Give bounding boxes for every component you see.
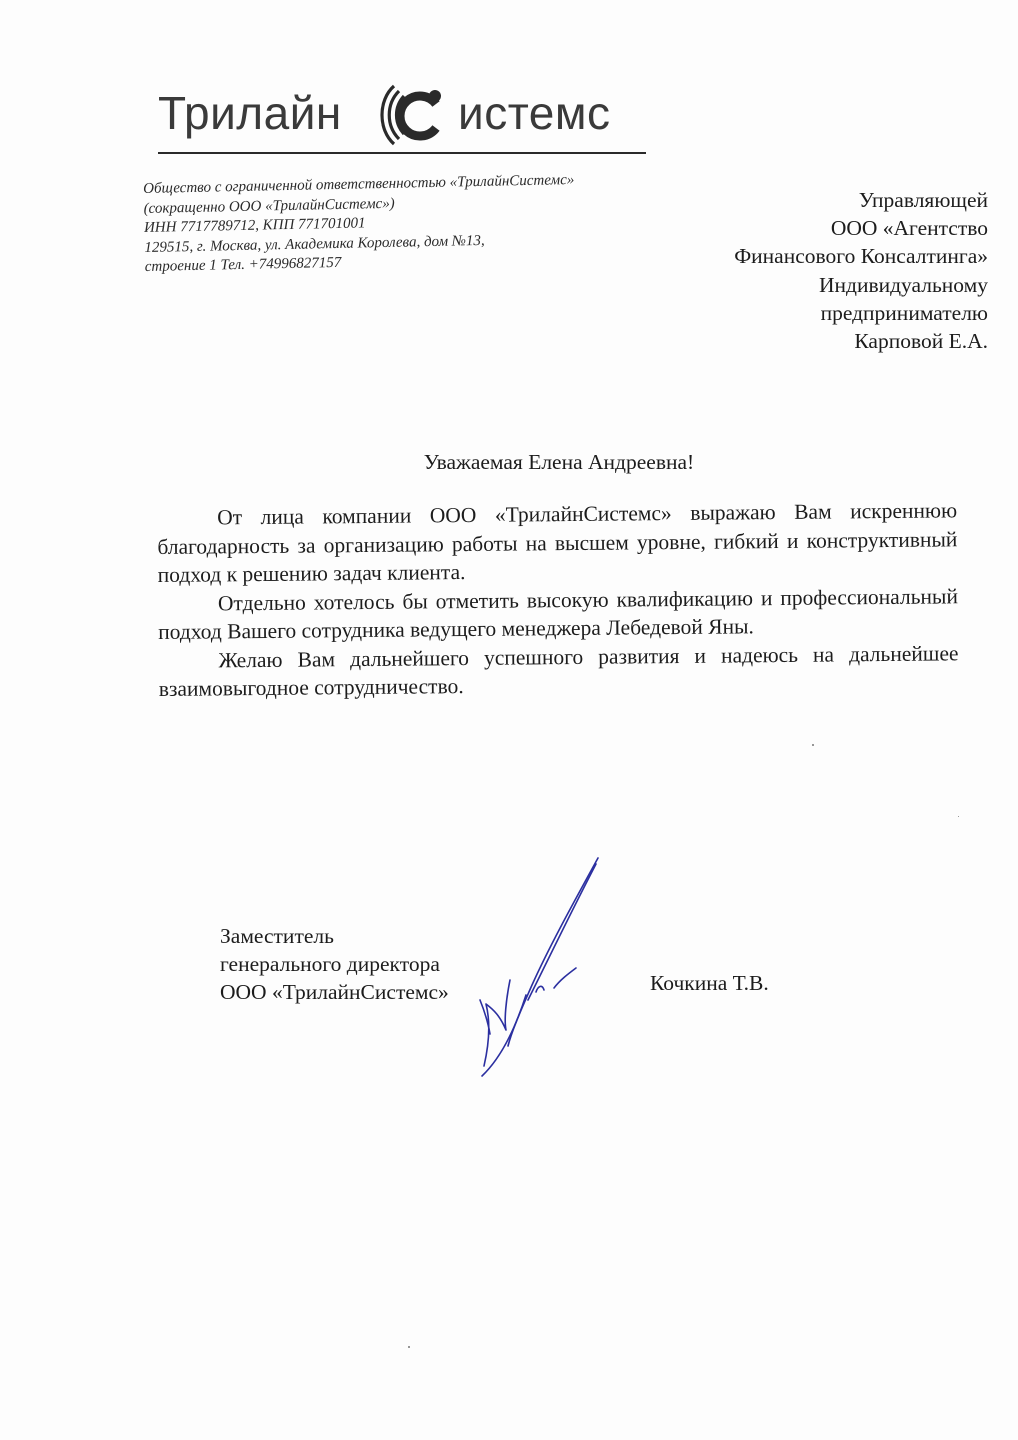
signatory-title-line: Заместитель — [220, 924, 334, 948]
company-info-line: 129515, г. Москва, ул. Академика Королева, дом №13, — [144, 232, 485, 256]
addressee-line: ООО «Агентство — [830, 216, 988, 241]
addressee-line: Финансового Консалтинга» — [734, 244, 988, 269]
signatory-title — [220, 922, 449, 1006]
addressee-line: Карповой Е.А. — [854, 329, 988, 354]
signatory-title-line: генерального директора — [220, 952, 440, 976]
greeting: Уважаемая Елена Андреевна! — [423, 450, 695, 474]
handwritten-signature — [470, 850, 610, 1080]
addressee-block — [734, 186, 988, 355]
scan-speck — [408, 1346, 410, 1348]
signatory-title-line: ООО «ТрилайнСистемс» — [220, 980, 449, 1004]
body-paragraph: От лица компании ООО «ТрилайнСистемс» выражаю Вам искреннюю благодарность за организацию работы на высшем уровне, гибкий и конструктивный подход к решению задач клиента. — [157, 498, 958, 587]
scan-speck — [812, 744, 814, 746]
logo-underline — [158, 152, 646, 154]
body-paragraph: Желаю Вам дальнейшего успешного развития и надеюсь на дальнейшее взаимовыгодное сотрудничество. — [158, 640, 959, 701]
addressee-line: Индивидуальному — [818, 272, 988, 297]
company-info-line: строение 1 Тел. +74996827157 — [144, 254, 342, 275]
logo-word-sistems: истемс — [458, 87, 611, 139]
letter-body — [157, 496, 959, 703]
company-logo — [158, 68, 648, 158]
company-details — [143, 169, 665, 277]
body-paragraph: Отдельно хотелось бы отметить высокую квалификацию и профессиональный подход Вашего сотрудника ведущего менеджера Лебедевой Яны. — [158, 583, 959, 644]
company-info-line: (сокращенно ООО «ТрилайнСистемс») — [143, 195, 395, 217]
signal-waves-logo-icon — [372, 74, 452, 154]
scan-speck — [958, 816, 959, 817]
addressee-line: предпринимателю — [820, 300, 988, 325]
signatory-name: Кочкина Т.В. — [650, 971, 769, 995]
company-info-line: Общество с ограниченной ответственностью «ТрилайнСистемс» — [143, 171, 575, 197]
company-info-line: ИНН 7717789712, КПП 771701001 — [143, 215, 366, 236]
logo-word-trilain: Трилайн — [158, 87, 342, 139]
addressee-line: Управляющей — [858, 188, 988, 212]
